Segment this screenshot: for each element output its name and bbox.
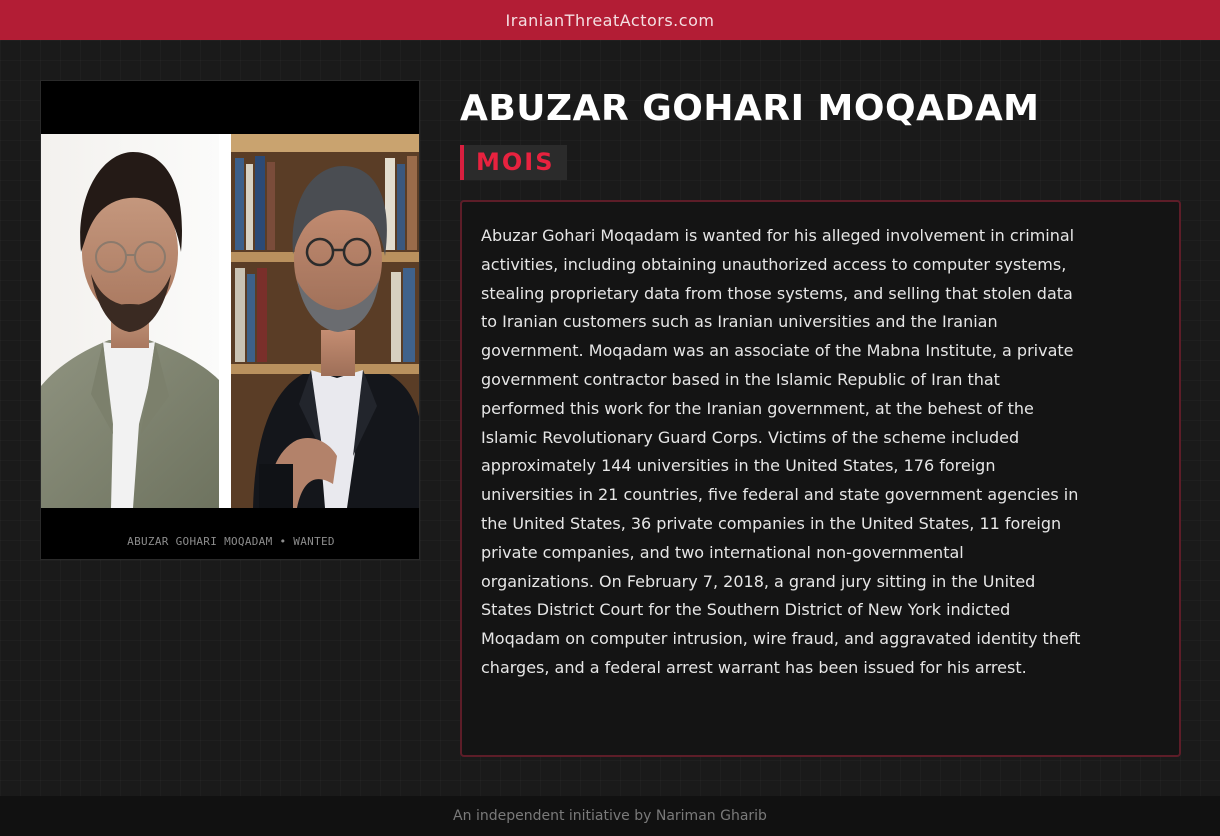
profile-photo (41, 134, 420, 508)
profile-photo-card (40, 80, 420, 560)
site-footer (0, 796, 1220, 836)
site-header (0, 0, 1220, 40)
footer-text: An independent initiative by Nariman Gharib (453, 808, 767, 824)
photo-caption: ABUZAR GOHARI MOQADAM • WANTED (127, 535, 335, 548)
bio-text: Abuzar Gohari Moqadam is wanted for his alleged involvement in criminal activities, including obtaining unauthorized access to computer systems, stealing proprietary data from those systems, and selling that stolen data to Iranian customers such as Iranian universities and the Iranian government. Moqadam was an associate of the Mabna Institute, a private government contractor based in the Islamic Republic of Iran that performed this work for the Iranian government, at the behest of the Islamic Revolutionary Guard Corps. Victims of the scheme included approximately 144 universities in the United States, 176 foreign universities in 21 countries, five federal and state government agencies in the United States, 36 private companies in the United States, 11 foreign private companies, and two international non-governmental organizations. On February 7, 2018, a grand jury sitting in the United States District Court for the Southern District of New York indicted Moqadam on computer intrusion, wire fraud, and aggravated identity theft charges, and a federal arrest warrant has been issued for his arrest. (481, 226, 1081, 677)
page-title: ABUZAR GOHARI MOQADAM (460, 88, 1040, 129)
site-name[interactable]: IranianThreatActors.com (505, 11, 715, 30)
bio-panel (460, 200, 1181, 757)
agency-badge: MOIS (460, 145, 567, 180)
